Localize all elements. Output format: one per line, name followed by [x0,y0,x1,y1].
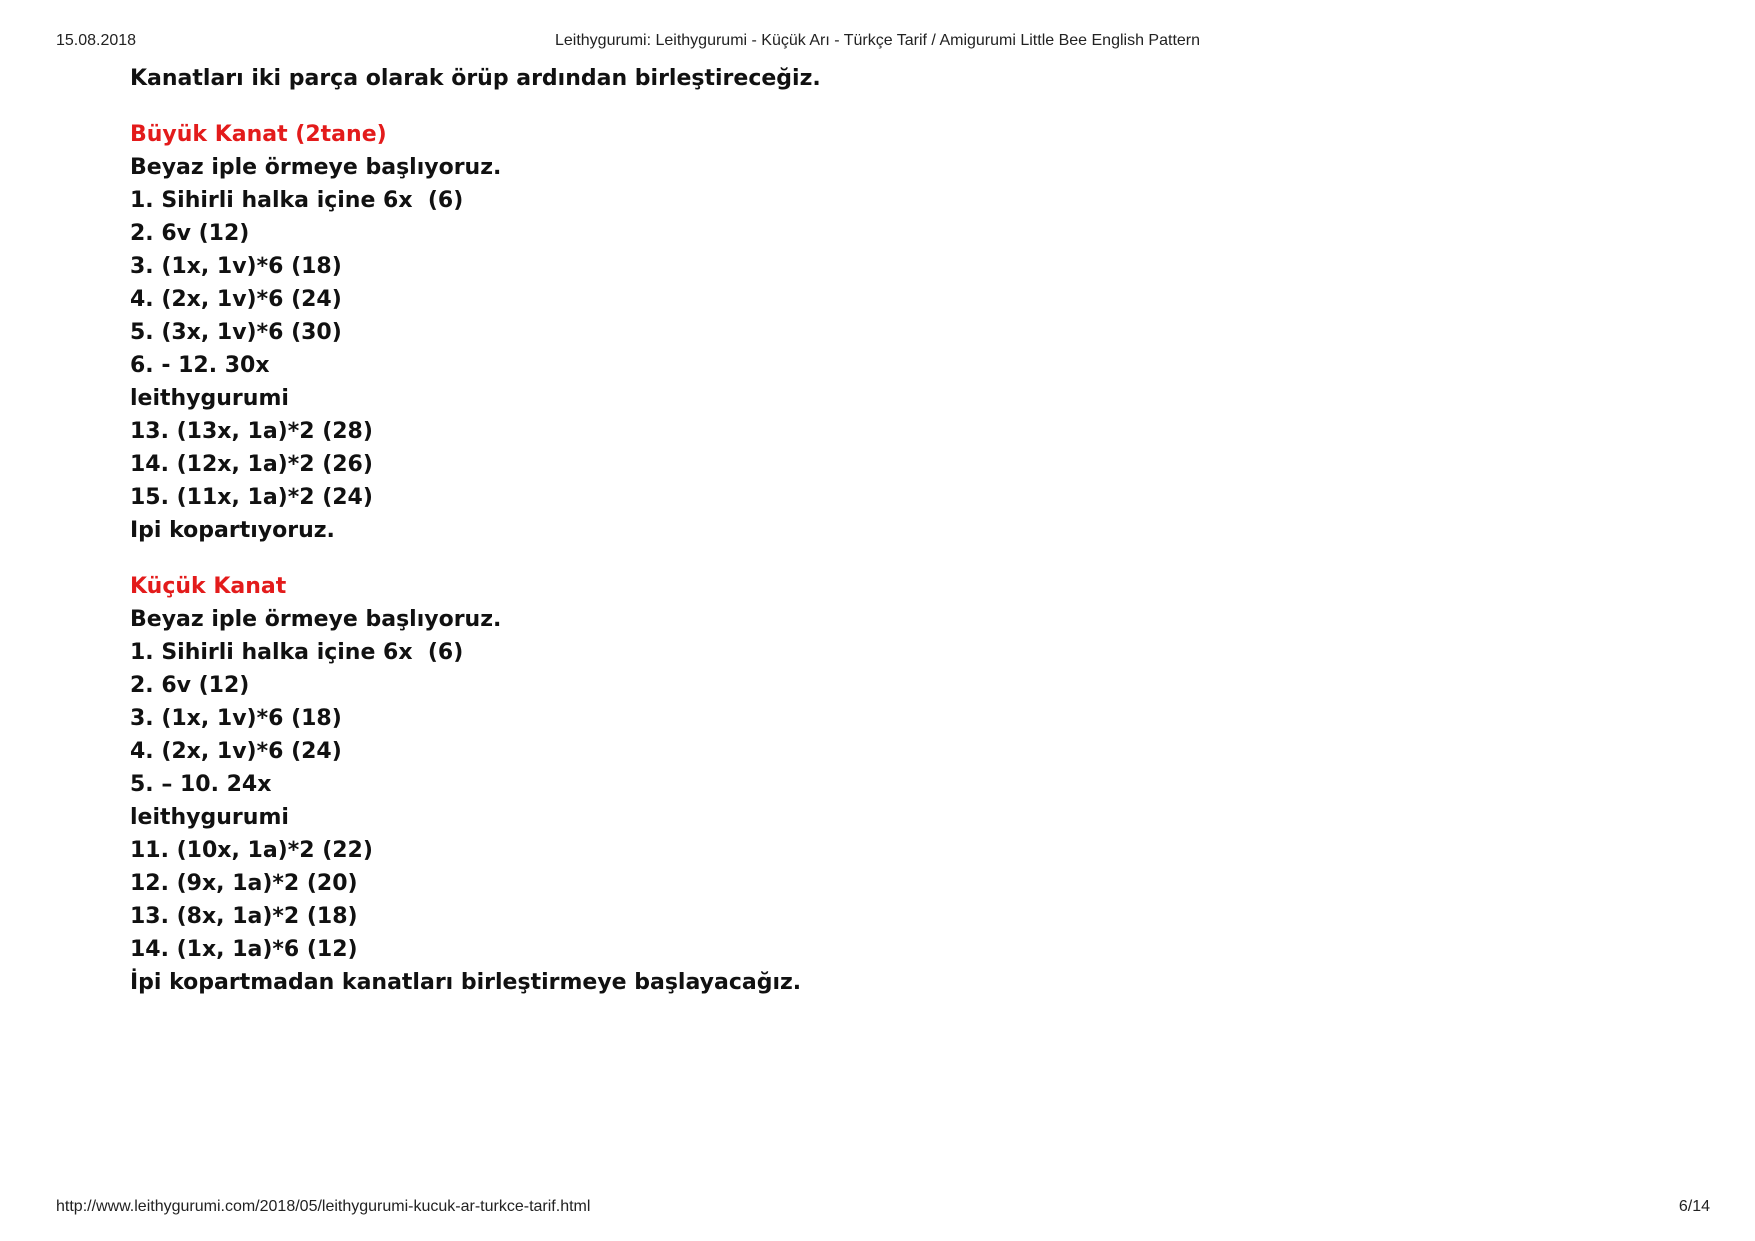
pattern-line: 1. Sihirli halka içine 6x (6) [130,188,464,213]
pattern-line: leithygurumi [130,805,289,830]
pattern-line: leithygurumi [130,386,289,411]
pattern-line: 11. (10x, 1a)*2 (22) [130,838,373,863]
pattern-line: 14. (1x, 1a)*6 (12) [130,937,358,962]
page-title: Leithygurumi: Leithygurumi - Küçük Arı - Türkçe Tarif / Amigurumi Little Bee English Pattern [554,32,1201,49]
pattern-line: 15. (11x, 1a)*2 (24) [130,485,373,510]
pattern-line: 5. – 10. 24x [130,772,272,797]
pattern-line: 12. (9x, 1a)*2 (20) [130,871,358,896]
pattern-line: 6. - 12. 30x [130,353,270,378]
section-heading: Büyük Kanat (2tane) [130,122,387,147]
pattern-line: 3. (1x, 1v)*6 (18) [130,706,342,731]
pattern-line: 2. 6v (12) [130,221,250,246]
pattern-line: 3. (1x, 1v)*6 (18) [130,254,342,279]
pattern-line: İpi kopartmadan kanatları birleştirmeye başlayacağız. [130,970,802,995]
section-large-wing [130,118,1530,547]
pattern-line: 4. (2x, 1v)*6 (24) [130,739,342,764]
page-number: 6/14 [1678,1198,1710,1215]
pattern-line: 1. Sihirli halka içine 6x (6) [130,640,464,665]
pattern-line: 4. (2x, 1v)*6 (24) [130,287,342,312]
pattern-line: 13. (13x, 1a)*2 (28) [130,419,373,444]
section-heading: Küçük Kanat [130,574,287,599]
footer-url: http://www.leithygurumi.com/2018/05/leithygurumi-kucuk-ar-turkce-tarif.html [56,1198,591,1215]
pattern-line: 2. 6v (12) [130,673,250,698]
pattern-line: Ipi kopartıyoruz. [130,518,335,543]
print-date: 15.08.2018 [56,32,137,49]
pattern-line: 5. (3x, 1v)*6 (30) [130,320,342,345]
pattern-line: 14. (12x, 1a)*2 (26) [130,452,373,477]
document-body [130,62,1530,999]
pattern-line: Beyaz iple örmeye başlıyoruz. [130,607,502,632]
intro-text: Kanatları iki parça olarak örüp ardından birleştireceğiz. [130,66,821,91]
pattern-line: Beyaz iple örmeye başlıyoruz. [130,155,502,180]
pattern-line: 13. (8x, 1a)*2 (18) [130,904,358,929]
section-small-wing [130,570,1530,999]
